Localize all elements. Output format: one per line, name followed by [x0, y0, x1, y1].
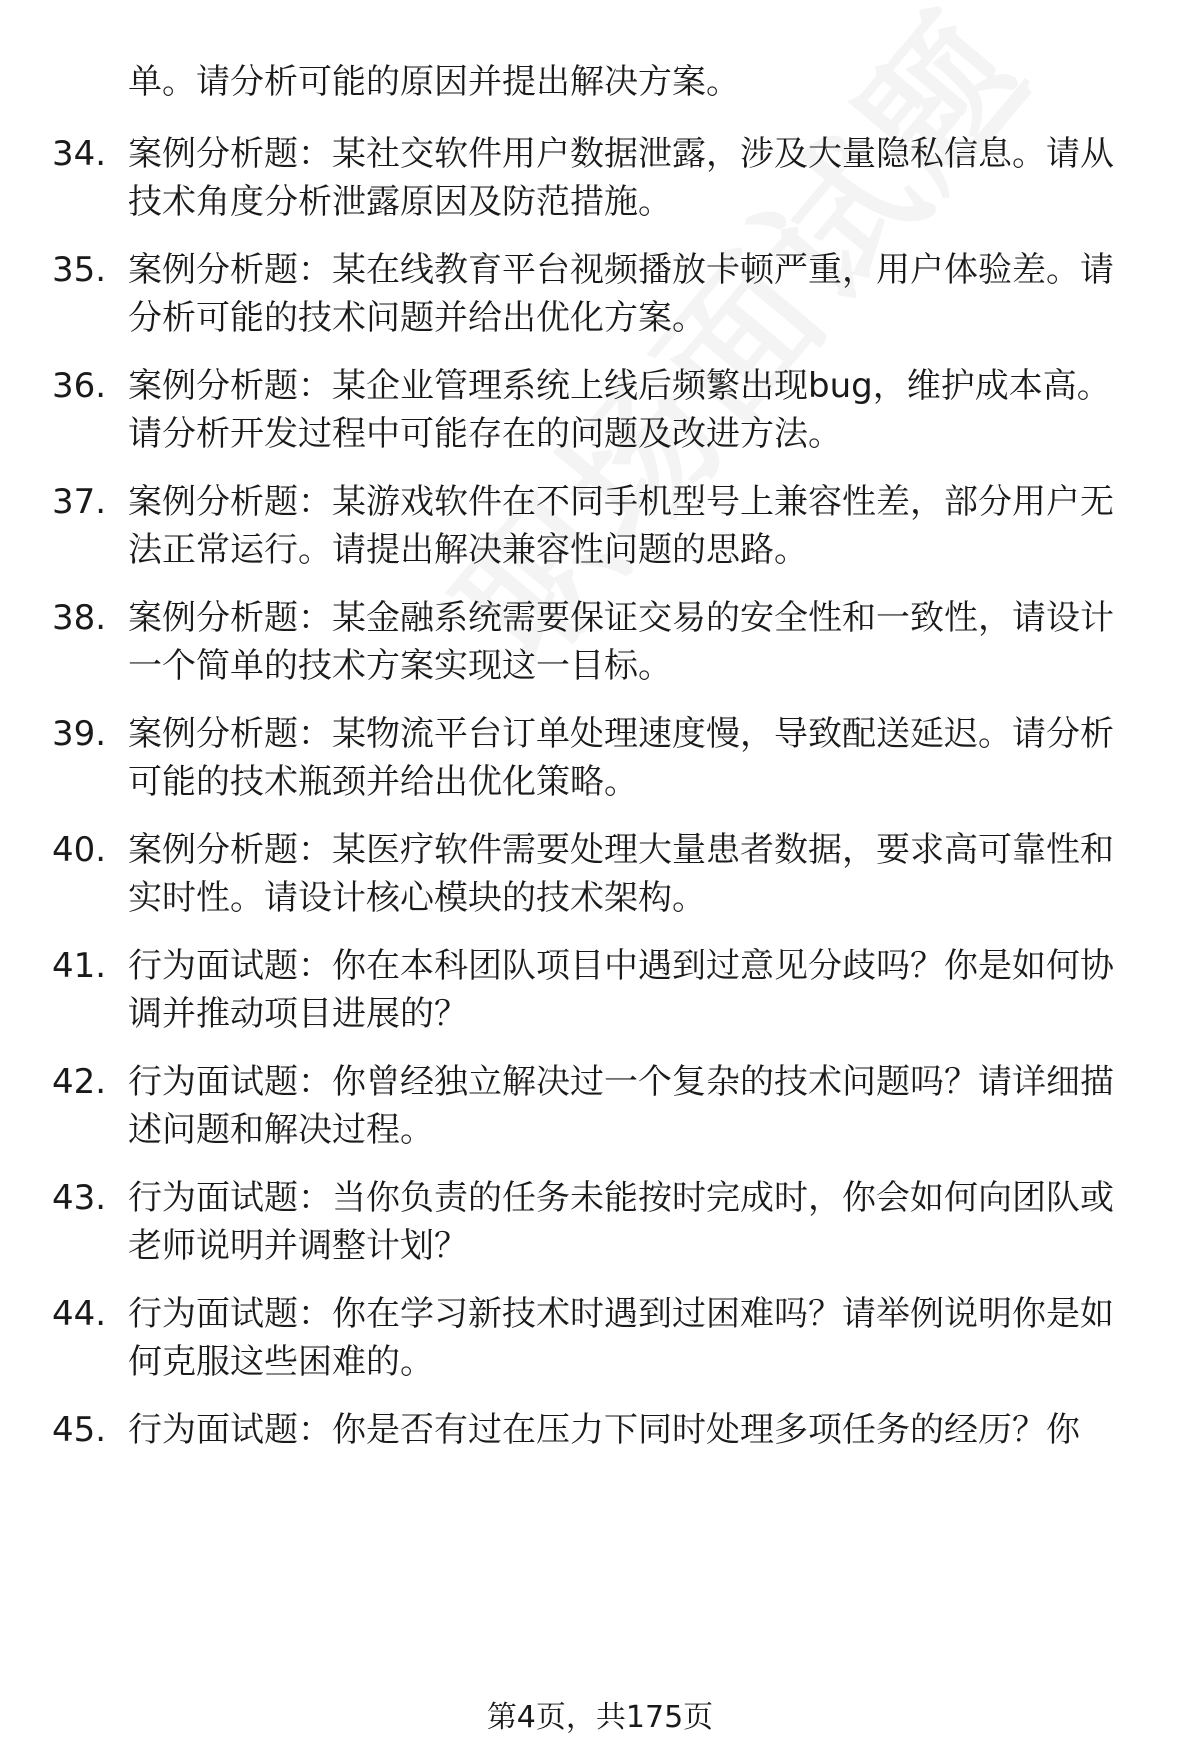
question-number: 43. — [52, 1178, 107, 1218]
question-number: 42. — [52, 1062, 107, 1102]
question-text: 案例分析题：某医疗软件需要处理大量患者数据，要求高可靠性和实时性。请设计核心模块的技术架构。 — [128, 830, 1114, 918]
question-item — [52, 362, 1138, 458]
question-text: 行为面试题：当你负责的任务未能按时完成时，你会如何向团队或老师说明并调整计划？ — [128, 1178, 1114, 1266]
question-item — [52, 710, 1138, 806]
question-number: 41. — [52, 946, 107, 986]
question-item — [52, 478, 1138, 574]
question-number: 39. — [52, 714, 107, 754]
question-item — [52, 942, 1138, 1038]
question-item — [52, 1058, 1138, 1154]
page-footer: 第4页，共175页 — [486, 1700, 714, 1735]
question-item — [52, 1406, 1138, 1454]
question-number: 40. — [52, 830, 107, 870]
question-number: 34. — [52, 134, 107, 174]
continuation-text: 单。请分析可能的原因并提出解决方案。 — [128, 62, 740, 102]
question-number: 44. — [52, 1294, 107, 1334]
question-number: 38. — [52, 598, 107, 638]
question-number: 37. — [52, 482, 107, 522]
question-item — [52, 1174, 1138, 1270]
question-item — [52, 246, 1138, 342]
question-number: 45. — [52, 1410, 107, 1450]
question-text: 行为面试题：你是否有过在压力下同时处理多项任务的经历？你 — [128, 1410, 1080, 1450]
question-text: 案例分析题：某企业管理系统上线后频繁出现bug，维护成本高。请分析开发过程中可能存在的问题及改进方法。 — [128, 366, 1111, 454]
question-text: 行为面试题：你在本科团队项目中遇到过意见分歧吗？你是如何协调并推动项目进展的？ — [128, 946, 1114, 1034]
question-text: 案例分析题：某金融系统需要保证交易的安全性和一致性，请设计一个简单的技术方案实现这一目标。 — [128, 598, 1114, 686]
question-item — [52, 1290, 1138, 1386]
question-text: 行为面试题：你曾经独立解决过一个复杂的技术问题吗？请详细描述问题和解决过程。 — [128, 1062, 1114, 1150]
question-number: 35. — [52, 250, 107, 290]
question-text: 行为面试题：你在学习新技术时遇到过困难吗？请举例说明你是如何克服这些困难的。 — [128, 1294, 1114, 1382]
question-item — [52, 826, 1138, 922]
question-item — [52, 594, 1138, 690]
question-text: 案例分析题：某在线教育平台视频播放卡顿严重，用户体验差。请分析可能的技术问题并给出优化方案。 — [128, 250, 1114, 338]
question-number: 36. — [52, 366, 107, 406]
question-text: 案例分析题：某社交软件用户数据泄露，涉及大量隐私信息。请从技术角度分析泄露原因及防范措施。 — [128, 134, 1114, 222]
question-text: 案例分析题：某游戏软件在不同手机型号上兼容性差，部分用户无法正常运行。请提出解决兼容性问题的思路。 — [128, 482, 1114, 570]
question-text: 案例分析题：某物流平台订单处理速度慢，导致配送延迟。请分析可能的技术瓶颈并给出优化策略。 — [128, 714, 1114, 802]
question-item — [52, 130, 1138, 226]
